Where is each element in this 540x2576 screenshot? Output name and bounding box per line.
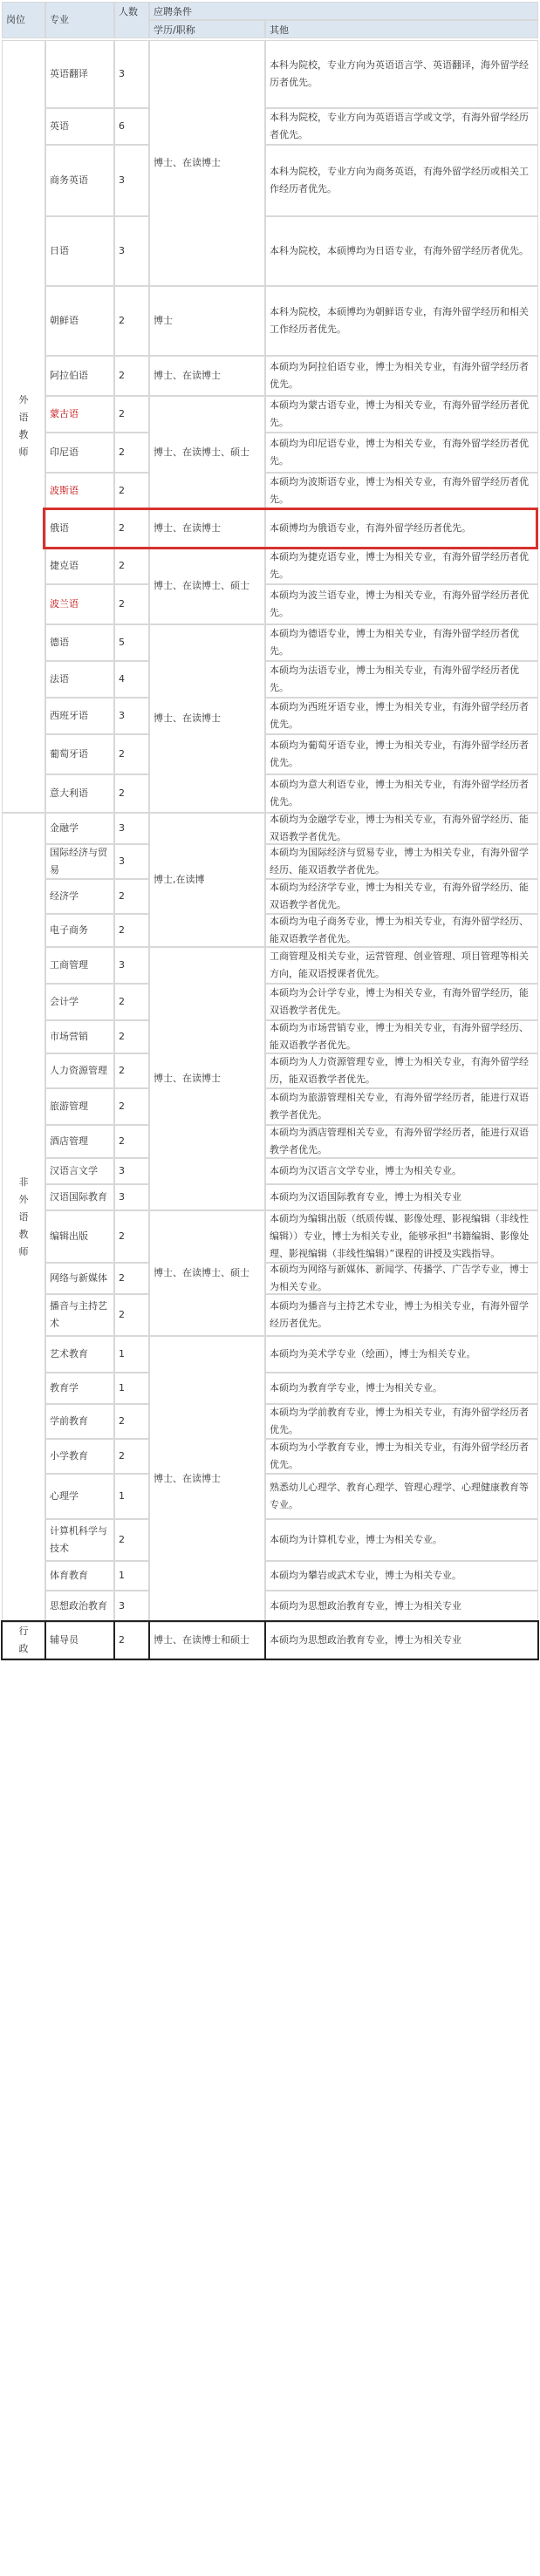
count-cell-text: 3 bbox=[119, 710, 125, 721]
count-cell bbox=[114, 145, 149, 216]
other-cell bbox=[265, 984, 538, 1020]
count-cell bbox=[114, 984, 149, 1020]
other-cell-text: 本硕均为法语专业，博士为相关专业，有海外留学经历者优先。 bbox=[270, 664, 519, 693]
degree-cell bbox=[149, 813, 265, 947]
count-cell bbox=[114, 584, 149, 624]
other-cell-text: 本硕均为捷克语专业，博士为相关专业，有海外留学经历者优先。 bbox=[270, 551, 529, 580]
major-cell-text: 教育学 bbox=[50, 1382, 79, 1394]
count-cell-text: 2 bbox=[119, 1135, 125, 1147]
count-cell-text: 2 bbox=[119, 315, 125, 326]
other-cell-text: 本硕均为会计学专业，博士为相关专业，有海外留学经历，能双语教学者优先。 bbox=[270, 987, 529, 1016]
major-cell-text: 小学教育 bbox=[50, 1450, 88, 1462]
count-cell-text: 3 bbox=[119, 822, 125, 834]
major-cell bbox=[45, 145, 114, 216]
other-cell bbox=[265, 1404, 538, 1439]
major-cell bbox=[45, 661, 114, 698]
major-cell bbox=[45, 1184, 114, 1210]
other-cell bbox=[265, 734, 538, 774]
other-cell-text: 本硕均为思想政治教育专业，博士为相关专业 bbox=[270, 1634, 461, 1646]
count-cell bbox=[114, 624, 149, 661]
count-cell bbox=[114, 1125, 149, 1158]
degree-cell-text: 博士、在读博士 bbox=[154, 1473, 221, 1484]
other-cell bbox=[265, 108, 538, 145]
other-cell bbox=[265, 1053, 538, 1088]
other-cell-text: 本硕均为蒙古语专业，博士为相关专业，有海外留学经历者优先。 bbox=[270, 399, 529, 428]
major-cell bbox=[45, 1125, 114, 1158]
other-cell bbox=[265, 1020, 538, 1053]
count-cell bbox=[114, 734, 149, 774]
major-cell-text: 旅游管理 bbox=[50, 1101, 88, 1112]
other-cell-text: 本硕均为学前教育专业，博士为相关专业，有海外留学经历者优先。 bbox=[270, 1407, 529, 1435]
other-cell bbox=[265, 914, 538, 947]
degree-cell bbox=[149, 548, 265, 624]
major-cell-text: 波兰语 bbox=[50, 598, 79, 610]
other-cell bbox=[265, 145, 538, 216]
count-cell bbox=[114, 1591, 149, 1622]
other-cell-text: 本硕均为经济学专业，博士为相关专业，有海外留学经历、能双语教学者优先。 bbox=[270, 882, 529, 910]
count-cell-text: 3 bbox=[119, 68, 125, 79]
major-cell-text: 西班牙语 bbox=[50, 710, 88, 721]
count-cell bbox=[114, 1158, 149, 1184]
count-cell bbox=[114, 1294, 149, 1336]
count-cell-text: 5 bbox=[119, 637, 125, 648]
other-cell-text: 本硕均为国际经济与贸易专业，博士为相关专业，有海外留学经历、能双语教学者优先。 bbox=[270, 847, 529, 876]
degree-cell-text: 博士 bbox=[154, 315, 173, 326]
header-count-text: 人数 bbox=[119, 6, 138, 17]
other-cell bbox=[265, 1561, 538, 1591]
major-cell bbox=[45, 624, 114, 661]
major-cell-text: 汉语国际教育 bbox=[50, 1191, 107, 1203]
count-cell bbox=[114, 396, 149, 433]
other-cell-text: 本硕博均为俄语专业，有海外留学经历者优先。 bbox=[270, 522, 471, 534]
other-cell-text: 本硕均为市场营销专业，博士为相关专业，有海外留学经历、能双语教学者优先。 bbox=[270, 1022, 529, 1051]
major-cell bbox=[45, 914, 114, 947]
count-cell bbox=[114, 1053, 149, 1088]
count-cell bbox=[114, 947, 149, 984]
count-cell-text: 2 bbox=[119, 446, 125, 458]
count-cell-text: 2 bbox=[119, 1450, 125, 1462]
other-cell bbox=[265, 1474, 538, 1519]
other-cell bbox=[265, 879, 538, 914]
count-cell-text: 3 bbox=[119, 1165, 125, 1176]
count-cell-text: 4 bbox=[119, 673, 125, 685]
count-cell bbox=[114, 1474, 149, 1519]
major-cell-text: 经济学 bbox=[50, 890, 79, 902]
other-cell-text: 本硕均为阿拉伯语专业，博士为相关专业，有海外留学经历者优先。 bbox=[270, 361, 529, 390]
other-cell-text: 本硕均为汉语国际教育专业，博士为相关专业 bbox=[270, 1191, 461, 1203]
other-cell bbox=[265, 473, 538, 509]
other-cell-text: 本硕均为意大利语专业，博士为相关专业，有海外留学经历者优先。 bbox=[270, 779, 529, 808]
count-cell-text: 2 bbox=[119, 1272, 125, 1284]
degree-cell bbox=[149, 396, 265, 509]
degree-cell bbox=[149, 947, 265, 1210]
other-cell-text: 本科为院校，专业方向为英语语言学或文学，有海外留学经历者优先。 bbox=[270, 112, 529, 140]
degree-cell-text: 博士、在读博士、硕士 bbox=[154, 1267, 249, 1278]
other-cell bbox=[265, 1125, 538, 1158]
header-major-text: 专业 bbox=[50, 14, 69, 25]
other-cell-text: 本科为院校，专业方向为商务英语，有海外留学经历或相关工作经历者优先。 bbox=[270, 166, 529, 194]
other-cell bbox=[265, 813, 538, 844]
major-cell bbox=[45, 879, 114, 914]
count-cell-text: 2 bbox=[119, 1065, 125, 1076]
major-cell bbox=[45, 774, 114, 813]
other-cell-text: 本硕均为编辑出版（纸质传媒、影像处理、影视编辑（非线性编辑））专业，博士为相关专业，能够承担“书籍编辑、影像处理、影视编辑（非线性编辑）”课程的讲授及实践指导。 bbox=[270, 1213, 530, 1259]
count-cell bbox=[114, 1439, 149, 1474]
other-cell bbox=[265, 844, 538, 879]
count-cell-text: 2 bbox=[119, 1634, 125, 1646]
other-cell bbox=[265, 661, 538, 698]
major-cell bbox=[45, 1622, 114, 1659]
other-cell-text: 本硕均为教育学专业，博士为相关专业。 bbox=[270, 1382, 442, 1394]
other-cell bbox=[265, 1373, 538, 1404]
major-cell bbox=[45, 509, 114, 548]
major-cell-text: 捷克语 bbox=[50, 560, 79, 571]
major-cell-text: 酒店管理 bbox=[50, 1135, 88, 1147]
major-cell-text: 汉语言文学 bbox=[50, 1165, 98, 1176]
count-cell bbox=[114, 1088, 149, 1125]
count-cell bbox=[114, 1263, 149, 1294]
category-cell bbox=[2, 813, 45, 1622]
count-cell-text: 1 bbox=[119, 1348, 125, 1360]
other-cell-text: 本硕均为波斯语专业，博士为相关专业，有海外留学经历者优先。 bbox=[270, 476, 529, 505]
other-cell-text: 本硕均为印尼语专业，博士为相关专业，有海外留学经历者优先。 bbox=[270, 438, 529, 467]
header-conditions bbox=[149, 2, 538, 20]
degree-cell-text: 博士、在读博士 bbox=[154, 370, 221, 381]
category-cell bbox=[2, 1622, 45, 1659]
count-cell-text: 2 bbox=[119, 787, 125, 799]
degree-cell bbox=[149, 356, 265, 396]
count-cell-text: 1 bbox=[119, 1570, 125, 1581]
count-cell-text: 1 bbox=[119, 1490, 125, 1502]
major-cell-text: 会计学 bbox=[50, 996, 79, 1007]
major-cell-text: 艺术教育 bbox=[50, 1348, 88, 1360]
major-cell-text: 朝鲜语 bbox=[50, 315, 79, 326]
count-cell-text: 2 bbox=[119, 1534, 125, 1545]
count-cell-text: 3 bbox=[119, 1600, 125, 1612]
count-cell-text: 2 bbox=[119, 1031, 125, 1042]
count-cell bbox=[114, 1184, 149, 1210]
major-cell bbox=[45, 216, 114, 286]
major-cell bbox=[45, 1263, 114, 1294]
major-cell-text: 编辑出版 bbox=[50, 1230, 88, 1242]
degree-cell bbox=[149, 286, 265, 356]
major-cell bbox=[45, 1561, 114, 1591]
major-cell bbox=[45, 40, 114, 108]
header-degree-text: 学历/职称 bbox=[154, 24, 195, 36]
degree-cell-text: 博士、在读博士、硕士 bbox=[154, 446, 249, 458]
major-cell-text: 体育教育 bbox=[50, 1570, 88, 1581]
major-cell-text: 市场营销 bbox=[50, 1031, 88, 1042]
major-cell-text: 英语 bbox=[50, 120, 69, 132]
major-cell bbox=[45, 1474, 114, 1519]
other-cell-text: 本硕均为电子商务专业，博士为相关专业，有海外留学经历、能双语教学者优先。 bbox=[270, 916, 529, 944]
count-cell-text: 2 bbox=[119, 748, 125, 760]
other-cell-text: 本科为院校，本硕博均为朝鲜语专业，有海外留学经历和相关工作经历者优先。 bbox=[270, 306, 529, 335]
other-cell-text: 本硕均为德语专业，博士为相关专业，有海外留学经历者优先。 bbox=[270, 628, 519, 657]
degree-cell bbox=[149, 1210, 265, 1336]
count-cell bbox=[114, 813, 149, 844]
count-cell bbox=[114, 509, 149, 548]
degree-cell bbox=[149, 1336, 265, 1622]
count-cell-text: 6 bbox=[119, 120, 125, 132]
other-cell-text: 本硕均为思想政治教育专业，博士为相关专业 bbox=[270, 1600, 461, 1612]
count-cell-text: 2 bbox=[119, 408, 125, 419]
degree-cell-text: 博士、在读博士 bbox=[154, 157, 221, 168]
major-cell bbox=[45, 396, 114, 433]
other-cell-text: 本硕均为汉语言文学专业，博士为相关专业。 bbox=[270, 1165, 461, 1176]
other-cell bbox=[265, 509, 538, 548]
header-other bbox=[265, 20, 538, 38]
major-cell bbox=[45, 584, 114, 624]
degree-cell-text: 博士、在读博士和硕士 bbox=[154, 1634, 249, 1646]
degree-cell-text: 博士、在读博士、硕士 bbox=[154, 580, 249, 591]
other-cell-text: 本硕均为网络与新媒体、新闻学、传播学、广告学专业，博士为相关专业。 bbox=[270, 1264, 529, 1292]
other-cell-text: 本硕均为西班牙语专业，博士为相关专业，有海外留学经历者优先。 bbox=[270, 701, 529, 730]
header-other-text: 其他 bbox=[270, 24, 289, 36]
other-cell-text: 本硕均为人力资源管理专业，博士为相关专业，有海外留学经历，能双语教学者优先。 bbox=[270, 1056, 529, 1085]
count-cell-text: 2 bbox=[119, 890, 125, 902]
major-cell bbox=[45, 1210, 114, 1263]
count-cell bbox=[114, 1020, 149, 1053]
other-cell bbox=[265, 1184, 538, 1210]
other-cell bbox=[265, 1336, 538, 1373]
major-cell-text: 心理学 bbox=[50, 1490, 79, 1502]
count-cell-text: 2 bbox=[119, 522, 125, 534]
major-cell bbox=[45, 1158, 114, 1184]
category-cell-text: 行政 bbox=[18, 1625, 29, 1654]
major-cell-text: 播音与主持艺术 bbox=[50, 1300, 107, 1329]
major-cell-text: 辅导员 bbox=[50, 1634, 79, 1646]
other-cell bbox=[265, 698, 538, 734]
count-cell bbox=[114, 473, 149, 509]
major-cell bbox=[45, 286, 114, 356]
category-cell-text: 外语教师 bbox=[18, 394, 29, 458]
degree-cell-text: 博士、在读博士 bbox=[154, 522, 221, 534]
count-cell-text: 2 bbox=[119, 924, 125, 936]
other-cell bbox=[265, 584, 538, 624]
major-cell-text: 人力资源管理 bbox=[50, 1065, 107, 1076]
major-cell-text: 法语 bbox=[50, 673, 69, 685]
major-cell bbox=[45, 473, 114, 509]
major-cell-text: 网络与新媒体 bbox=[50, 1272, 107, 1284]
other-cell-text: 本硕均为计算机专业，博士为相关专业。 bbox=[270, 1534, 442, 1545]
major-cell bbox=[45, 1020, 114, 1053]
count-cell bbox=[114, 774, 149, 813]
other-cell bbox=[265, 624, 538, 661]
count-cell-text: 3 bbox=[119, 959, 125, 971]
other-cell-text: 本硕均为葡萄牙语专业，博士为相关专业，有海外留学经历者优先。 bbox=[270, 739, 529, 768]
count-cell-text: 3 bbox=[119, 855, 125, 867]
major-cell bbox=[45, 1404, 114, 1439]
other-cell bbox=[265, 1294, 538, 1336]
count-cell-text: 3 bbox=[119, 174, 125, 186]
header-degree bbox=[149, 20, 265, 38]
count-cell-text: 1 bbox=[119, 1382, 125, 1394]
count-cell-text: 3 bbox=[119, 245, 125, 256]
count-cell-text: 2 bbox=[119, 560, 125, 571]
other-cell bbox=[265, 1263, 538, 1294]
other-cell-text: 熟悉幼儿心理学、教育心理学、管理心理学、心理健康教育等专业。 bbox=[270, 1482, 529, 1510]
major-cell-text: 商务英语 bbox=[50, 174, 88, 186]
count-cell bbox=[114, 844, 149, 879]
header-count bbox=[114, 2, 149, 38]
other-cell-text: 本硕均为酒店管理相关专业，有海外留学经历者，能进行双语教学者优先。 bbox=[270, 1127, 529, 1155]
major-cell-text: 日语 bbox=[50, 245, 69, 256]
count-cell bbox=[114, 698, 149, 734]
other-cell-text: 本硕均为攀岩或武术专业，博士为相关专业。 bbox=[270, 1570, 461, 1581]
header-major bbox=[45, 2, 114, 38]
other-cell-text: 本科为院校，专业方向为英语语言学、英语翻译，海外留学经历者优先。 bbox=[270, 59, 529, 88]
major-cell-text: 学前教育 bbox=[50, 1415, 88, 1427]
major-cell-text: 印尼语 bbox=[50, 446, 79, 458]
major-cell-text: 蒙古语 bbox=[50, 408, 79, 419]
major-cell-text: 阿拉伯语 bbox=[50, 370, 88, 381]
major-cell-text: 电子商务 bbox=[50, 924, 88, 936]
count-cell bbox=[114, 879, 149, 914]
other-cell bbox=[265, 1622, 538, 1659]
other-cell bbox=[265, 1088, 538, 1125]
major-cell-text: 波斯语 bbox=[50, 485, 79, 496]
degree-cell-text: 博士、在读博士 bbox=[154, 1073, 221, 1084]
count-cell bbox=[114, 1519, 149, 1561]
count-cell-text: 2 bbox=[119, 1309, 125, 1320]
major-cell bbox=[45, 947, 114, 984]
degree-cell bbox=[149, 1622, 265, 1659]
degree-cell bbox=[149, 624, 265, 813]
major-cell bbox=[45, 108, 114, 145]
count-cell-text: 2 bbox=[119, 598, 125, 610]
other-cell bbox=[265, 947, 538, 984]
degree-cell bbox=[149, 509, 265, 548]
other-cell-text: 本硕均为旅游管理相关专业，有海外留学经历者，能进行双语教学者优先。 bbox=[270, 1092, 529, 1121]
major-cell bbox=[45, 813, 114, 844]
count-cell bbox=[114, 1210, 149, 1263]
other-cell bbox=[265, 216, 538, 286]
major-cell bbox=[45, 433, 114, 473]
count-cell bbox=[114, 1336, 149, 1373]
count-cell bbox=[114, 216, 149, 286]
major-cell-text: 国际经济与贸易 bbox=[50, 847, 107, 876]
other-cell bbox=[265, 286, 538, 356]
major-cell-text: 计算机科学与技术 bbox=[50, 1525, 107, 1554]
major-cell-text: 金融学 bbox=[50, 822, 79, 834]
category-cell-text: 非外语教师 bbox=[18, 1176, 29, 1257]
other-cell-text: 本硕均为波兰语专业，博士为相关专业，有海外留学经历者优先。 bbox=[270, 589, 529, 618]
other-cell bbox=[265, 396, 538, 433]
other-cell bbox=[265, 548, 538, 584]
major-cell bbox=[45, 1336, 114, 1373]
other-cell-text: 工商管理及相关专业，运营管理、创业管理、项目管理等相关方向，能双语授课者优先。 bbox=[270, 951, 529, 979]
major-cell-text: 英语翻译 bbox=[50, 68, 88, 79]
degree-cell-text: 博士,在读博 bbox=[154, 874, 205, 885]
degree-cell bbox=[149, 40, 265, 286]
count-cell-text: 2 bbox=[119, 485, 125, 496]
major-cell-text: 工商管理 bbox=[50, 959, 88, 971]
category-cell bbox=[2, 40, 45, 813]
count-cell bbox=[114, 433, 149, 473]
other-cell bbox=[265, 1439, 538, 1474]
count-cell-text: 2 bbox=[119, 1101, 125, 1112]
other-cell-text: 本硕均为金融学专业，博士为相关专业，有海外留学经历、能双语教学者优先。 bbox=[270, 814, 529, 842]
other-cell-text: 本硕均为小学教育专业，博士为相关专业，有海外留学经历者优先。 bbox=[270, 1441, 529, 1470]
major-cell bbox=[45, 984, 114, 1020]
major-cell bbox=[45, 356, 114, 396]
count-cell bbox=[114, 1561, 149, 1591]
other-cell bbox=[265, 1158, 538, 1184]
major-cell-text: 俄语 bbox=[50, 522, 69, 534]
major-cell-text: 德语 bbox=[50, 637, 69, 648]
major-cell bbox=[45, 734, 114, 774]
major-cell-text: 葡萄牙语 bbox=[50, 748, 88, 760]
other-cell bbox=[265, 356, 538, 396]
major-cell bbox=[45, 1373, 114, 1404]
major-cell bbox=[45, 1294, 114, 1336]
major-cell bbox=[45, 1591, 114, 1622]
other-cell-text: 本科为院校，本硕博均为日语专业，有海外留学经历者优先。 bbox=[270, 245, 529, 256]
header-conditions-text: 应聘条件 bbox=[154, 6, 192, 17]
major-cell bbox=[45, 698, 114, 734]
major-cell bbox=[45, 1519, 114, 1561]
count-cell-text: 2 bbox=[119, 370, 125, 381]
count-cell bbox=[114, 914, 149, 947]
other-cell-text: 本硕均为美术学专业（绘画），博士为相关专业。 bbox=[270, 1348, 476, 1360]
degree-cell-text: 博士、在读博士 bbox=[154, 712, 221, 724]
count-cell bbox=[114, 40, 149, 108]
count-cell bbox=[114, 108, 149, 145]
count-cell bbox=[114, 1373, 149, 1404]
major-cell-text: 思想政治教育 bbox=[50, 1600, 107, 1612]
count-cell bbox=[114, 1622, 149, 1659]
major-cell bbox=[45, 1053, 114, 1088]
count-cell-text: 3 bbox=[119, 1191, 125, 1203]
major-cell bbox=[45, 1088, 114, 1125]
count-cell bbox=[114, 661, 149, 698]
other-cell-text: 本硕均为播音与主持艺术专业，博士为相关专业，有海外留学经历者优先。 bbox=[270, 1300, 529, 1329]
count-cell-text: 2 bbox=[119, 1230, 125, 1242]
major-cell bbox=[45, 844, 114, 879]
header-position-text: 岗位 bbox=[6, 14, 25, 25]
other-cell bbox=[265, 1591, 538, 1622]
other-cell bbox=[265, 774, 538, 813]
count-cell bbox=[114, 286, 149, 356]
other-cell bbox=[265, 433, 538, 473]
header-position bbox=[2, 2, 45, 38]
major-cell bbox=[45, 1439, 114, 1474]
other-cell bbox=[265, 1210, 538, 1263]
count-cell bbox=[114, 1404, 149, 1439]
count-cell bbox=[114, 548, 149, 584]
count-cell-text: 2 bbox=[119, 996, 125, 1007]
count-cell-text: 2 bbox=[119, 1415, 125, 1427]
other-cell bbox=[265, 1519, 538, 1561]
count-cell bbox=[114, 356, 149, 396]
major-cell bbox=[45, 548, 114, 584]
other-cell bbox=[265, 40, 538, 108]
major-cell-text: 意大利语 bbox=[50, 787, 88, 799]
